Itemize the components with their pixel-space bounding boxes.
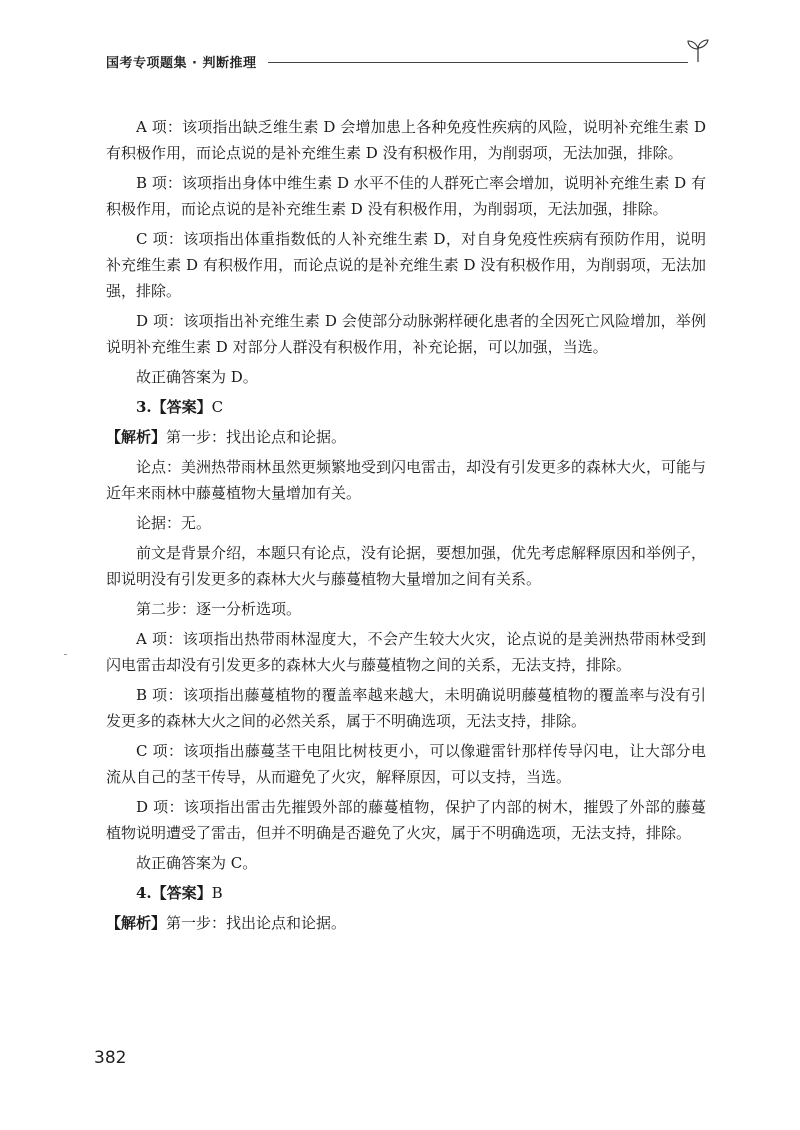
paragraph [106,880,706,906]
paragraph-text: 第一步：找出论点和论据。 [166,428,347,446]
paragraph-text: 第二步：逐一分析选项。 [136,600,302,618]
paragraph-text: D 项：该项指出雷击先摧毁外部的藤蔓植物，保护了内部的树木，摧毁了外部的藤蔓植物说明遭受了雷击，但并不明确是否避免了火灾，属于不明确选项，无法支持，排除。 [106,798,706,842]
paragraph-text: A 项：该项指出热带雨林湿度大，不会产生较大火灾，论点说的是美洲热带雨林受到闪电雷击却没有引发更多的森林大火与藤蔓植物之间的关系，无法支持，排除。 [106,630,706,674]
margin-mark [64,654,67,655]
answer-label: 3.【答案】 [136,398,212,416]
paragraph-text: C 项：该项指出体重指数低的人补充维生素 D，对自身免疫性疾病有预防作用，说明补充维生素 D 有积极作用，而论点说的是补充维生素 D 没有积极作用，为削弱项，无法加强，排除。 [106,230,706,300]
paragraph-text: B 项：该项指出身体中维生素 D 水平不佳的人群死亡率会增加，说明补充维生素 D 有积极作用，而论点说的是补充维生素 D 没有积极作用，为削弱项，无法加强，排除。 [106,174,706,218]
page-content [106,114,706,940]
paragraph [106,394,706,420]
paragraph [106,626,706,678]
header-rule [268,62,688,63]
answer-label: 【解析】 [106,428,167,446]
paragraph-text: 第一步：找出论点和论据。 [166,914,347,932]
paragraph-text: B 项：该项指出藤蔓植物的覆盖率越来越大，未明确说明藤蔓植物的覆盖率与没有引发更多的森林大火之间的必然关系，属于不明确选项，无法支持，排除。 [106,686,706,730]
paragraph [106,510,706,536]
paragraph-text: C 项：该项指出藤蔓茎干电阻比树枝更小，可以像避雷针那样传导闪电，让大部分电流从自己的茎干传导，从而避免了火灾，解释原因，可以支持，当选。 [106,742,706,786]
page-number: 382 [94,1048,127,1068]
paragraph [106,794,706,846]
page-header [106,52,716,76]
paragraph [106,454,706,506]
paragraph [106,910,706,936]
paragraph [106,170,706,222]
paragraph-text: 前文是背景介绍，本题只有论点，没有论据，要想加强，优先考虑解释原因和举例子，即说明没有引发更多的森林大火与藤蔓植物大量增加之间有关系。 [106,544,707,588]
paragraph [106,424,706,450]
answer-label: 4.【答案】 [136,884,212,902]
paragraph [106,364,706,390]
paragraph-text: A 项：该项指出缺乏维生素 D 会增加患上各种免疫性疾病的风险，说明补充维生素 D 有积极作用，而论点说的是补充维生素 D 没有积极作用，为削弱项，无法加强，排除。 [106,118,706,162]
paragraph [106,596,706,622]
paragraph-text: B [211,884,223,902]
paragraph [106,540,706,592]
paragraph-text: D 项：该项指出补充维生素 D 会使部分动脉粥样硬化患者的全因死亡风险增加，举例说明补充维生素 D 对部分人群没有积极作用，补充论据，可以加强，当选。 [106,312,706,356]
paragraph-text: 论点：美洲热带雨林虽然更频繁地受到闪电雷击，却没有引发更多的森林大火，可能与近年来雨林中藤蔓植物大量增加有关。 [106,458,707,502]
sprout-icon [684,36,712,64]
paragraph [106,738,706,790]
paragraph-text: 论据：无。 [136,514,212,532]
paragraph [106,682,706,734]
paragraph [106,308,706,360]
header-title: 国考专项题集 · 判断推理 [106,56,257,71]
paragraph-text: 故正确答案为 C。 [136,854,258,872]
paragraph-text: C [211,398,224,416]
paragraph [106,850,706,876]
paragraph [106,226,706,304]
paragraph [106,114,706,166]
paragraph-text: 故正确答案为 D。 [136,368,258,386]
answer-label: 【解析】 [106,914,167,932]
